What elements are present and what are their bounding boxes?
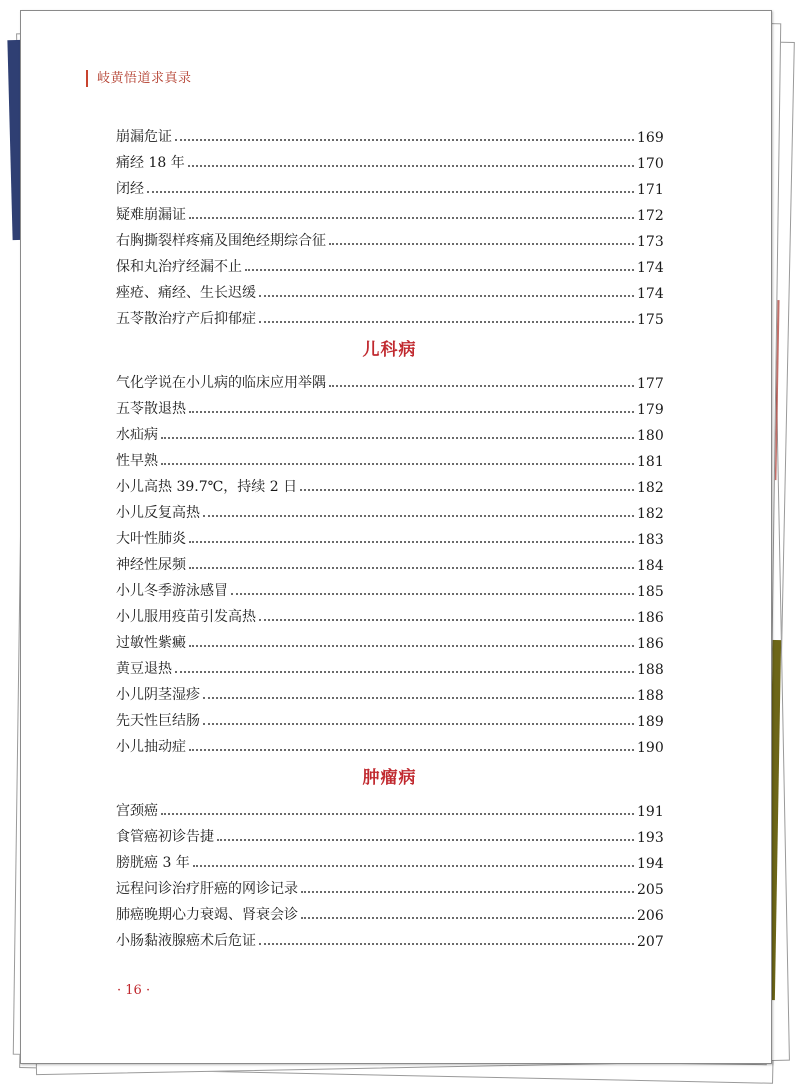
toc-entry-page: 177 — [637, 376, 664, 392]
table-of-contents — [116, 122, 663, 952]
toc-entry[interactable] — [116, 900, 663, 926]
toc-entry[interactable] — [116, 822, 663, 848]
toc-entry[interactable] — [116, 874, 663, 900]
toc-entry-page: 205 — [637, 882, 664, 898]
toc-entry-title: 先天性巨结肠 — [116, 713, 200, 729]
toc-entry-title: 性早熟 — [116, 453, 158, 469]
toc-entry-title: 水疝病 — [116, 427, 158, 443]
toc-entry[interactable] — [116, 200, 663, 226]
toc-entry-page: 182 — [637, 506, 664, 522]
toc-entry-page: 183 — [637, 532, 664, 548]
toc-entry[interactable] — [116, 628, 663, 654]
toc-entry[interactable] — [116, 848, 663, 874]
dot-leader — [147, 191, 634, 193]
toc-entry[interactable] — [116, 420, 663, 446]
toc-entry-title: 小儿服用疫苗引发高热 — [116, 609, 256, 625]
toc-entry-page: 170 — [637, 156, 664, 172]
dot-leader — [189, 217, 634, 219]
toc-entry[interactable] — [116, 654, 663, 680]
toc-entry-title: 过敏性紫癜 — [116, 635, 186, 651]
toc-entry-title: 痤疮、痛经、生长迟缓 — [116, 285, 256, 301]
dot-leader — [175, 671, 634, 673]
toc-entry-page: 188 — [637, 662, 664, 678]
toc-entry-title: 小儿高热 39.7℃，持续 2 日 — [116, 479, 298, 495]
toc-entry-page: 189 — [637, 714, 664, 730]
toc-entry[interactable] — [116, 550, 663, 576]
toc-entry[interactable] — [116, 148, 663, 174]
toc-entry[interactable] — [116, 732, 663, 758]
toc-entry[interactable] — [116, 524, 663, 550]
dot-leader — [203, 515, 634, 517]
toc-entry-page: 169 — [637, 130, 664, 146]
toc-entry-title: 远程问诊治疗肝癌的网诊记录 — [116, 881, 298, 897]
toc-entry-title: 五苓散退热 — [116, 401, 186, 417]
dot-leader — [193, 865, 634, 867]
section-heading: 儿科病 — [362, 340, 417, 360]
toc-entry[interactable] — [116, 680, 663, 706]
toc-entry-title: 痛经 18 年 — [116, 155, 185, 171]
toc-entry-page: 171 — [637, 182, 664, 198]
toc-entry-page: 184 — [637, 558, 664, 574]
toc-entry-page: 180 — [637, 428, 664, 444]
toc-entry[interactable] — [116, 576, 663, 602]
toc-entry-title: 小儿冬季游泳感冒 — [116, 583, 228, 599]
dot-leader — [301, 891, 634, 893]
toc-entry-title: 保和丸治疗经漏不止 — [116, 259, 242, 275]
dot-leader — [203, 697, 634, 699]
toc-entry-title: 神经性尿频 — [116, 557, 186, 573]
toc-entry[interactable] — [116, 706, 663, 732]
toc-entry-title: 右胸撕裂样疼痛及围绝经期综合征 — [116, 233, 326, 249]
toc-entry[interactable] — [116, 796, 663, 822]
toc-entry-page: 174 — [637, 260, 664, 276]
dot-leader — [329, 385, 634, 387]
toc-entry-page: 172 — [637, 208, 664, 224]
toc-entry-page: 179 — [637, 402, 664, 418]
toc-entry-page: 175 — [637, 312, 664, 328]
toc-entry[interactable] — [116, 602, 663, 628]
dot-leader — [259, 295, 634, 297]
dot-leader — [189, 645, 634, 647]
section-heading: 肿瘤病 — [362, 768, 417, 788]
toc-entry-title: 肺癌晚期心力衰竭、肾衰会诊 — [116, 907, 298, 923]
toc-entry[interactable] — [116, 472, 663, 498]
toc-entry[interactable] — [116, 122, 663, 148]
toc-entry-page: 181 — [637, 454, 664, 470]
dot-leader — [245, 269, 634, 271]
toc-entry-title: 食管癌初诊告捷 — [116, 829, 214, 845]
dot-leader — [161, 437, 634, 439]
dot-leader — [189, 411, 634, 413]
dot-leader — [259, 321, 634, 323]
toc-entry-page: 188 — [637, 688, 664, 704]
toc-entry-title: 大叶性肺炎 — [116, 531, 186, 547]
toc-entry[interactable] — [116, 278, 663, 304]
toc-entry[interactable] — [116, 368, 663, 394]
toc-entry[interactable] — [116, 446, 663, 472]
toc-entry-page: 182 — [637, 480, 664, 496]
toc-entry[interactable] — [116, 174, 663, 200]
dot-leader — [188, 165, 634, 167]
toc-entry-page: 194 — [637, 856, 664, 872]
toc-entry-page: 174 — [637, 286, 664, 302]
toc-entry[interactable] — [116, 498, 663, 524]
toc-entry-title: 疑难崩漏证 — [116, 207, 186, 223]
dot-leader — [175, 139, 634, 141]
dot-leader — [259, 619, 634, 621]
dot-leader — [161, 463, 634, 465]
toc-entry[interactable] — [116, 226, 663, 252]
dot-leader — [203, 723, 634, 725]
toc-entry-title: 崩漏危证 — [116, 129, 172, 145]
toc-entry-title: 小肠黏液腺癌术后危证 — [116, 933, 256, 949]
toc-entry-page: 190 — [637, 740, 664, 756]
toc-entry-title: 宫颈癌 — [116, 803, 158, 819]
dot-leader — [231, 593, 634, 595]
toc-entry-page: 185 — [637, 584, 664, 600]
dot-leader — [329, 243, 634, 245]
dot-leader — [301, 917, 634, 919]
running-header: 岐黄悟道求真录 — [86, 70, 192, 87]
toc-entry-title: 膀胱癌 3 年 — [116, 855, 190, 871]
toc-entry[interactable] — [116, 394, 663, 420]
dot-leader — [217, 839, 634, 841]
toc-entry-title: 黄豆退热 — [116, 661, 172, 677]
toc-entry-title: 闭经 — [116, 181, 144, 197]
dot-leader — [259, 943, 634, 945]
toc-entry-page: 193 — [637, 830, 664, 846]
toc-entry-title: 气化学说在小儿病的临床应用举隅 — [116, 375, 326, 391]
toc-entry[interactable] — [116, 252, 663, 278]
page-number: · 16 · — [117, 983, 151, 998]
toc-entry[interactable] — [116, 304, 663, 330]
dot-leader — [161, 813, 634, 815]
dot-leader — [189, 749, 634, 751]
toc-entry-page: 207 — [637, 934, 664, 950]
toc-entry-page: 173 — [637, 234, 664, 250]
toc-entry-title: 小儿反复高热 — [116, 505, 200, 521]
toc-entry[interactable] — [116, 926, 663, 952]
dot-leader — [189, 567, 634, 569]
toc-entry-title: 五苓散治疗产后抑郁症 — [116, 311, 256, 327]
dot-leader — [300, 489, 634, 491]
toc-entry-title: 小儿抽动症 — [116, 739, 186, 755]
dot-leader — [189, 541, 634, 543]
toc-entry-page: 191 — [637, 804, 664, 820]
toc-entry-title: 小儿阴茎湿疹 — [116, 687, 200, 703]
toc-entry-page: 186 — [637, 610, 664, 626]
toc-entry-page: 186 — [637, 636, 664, 652]
toc-entry-page: 206 — [637, 908, 664, 924]
